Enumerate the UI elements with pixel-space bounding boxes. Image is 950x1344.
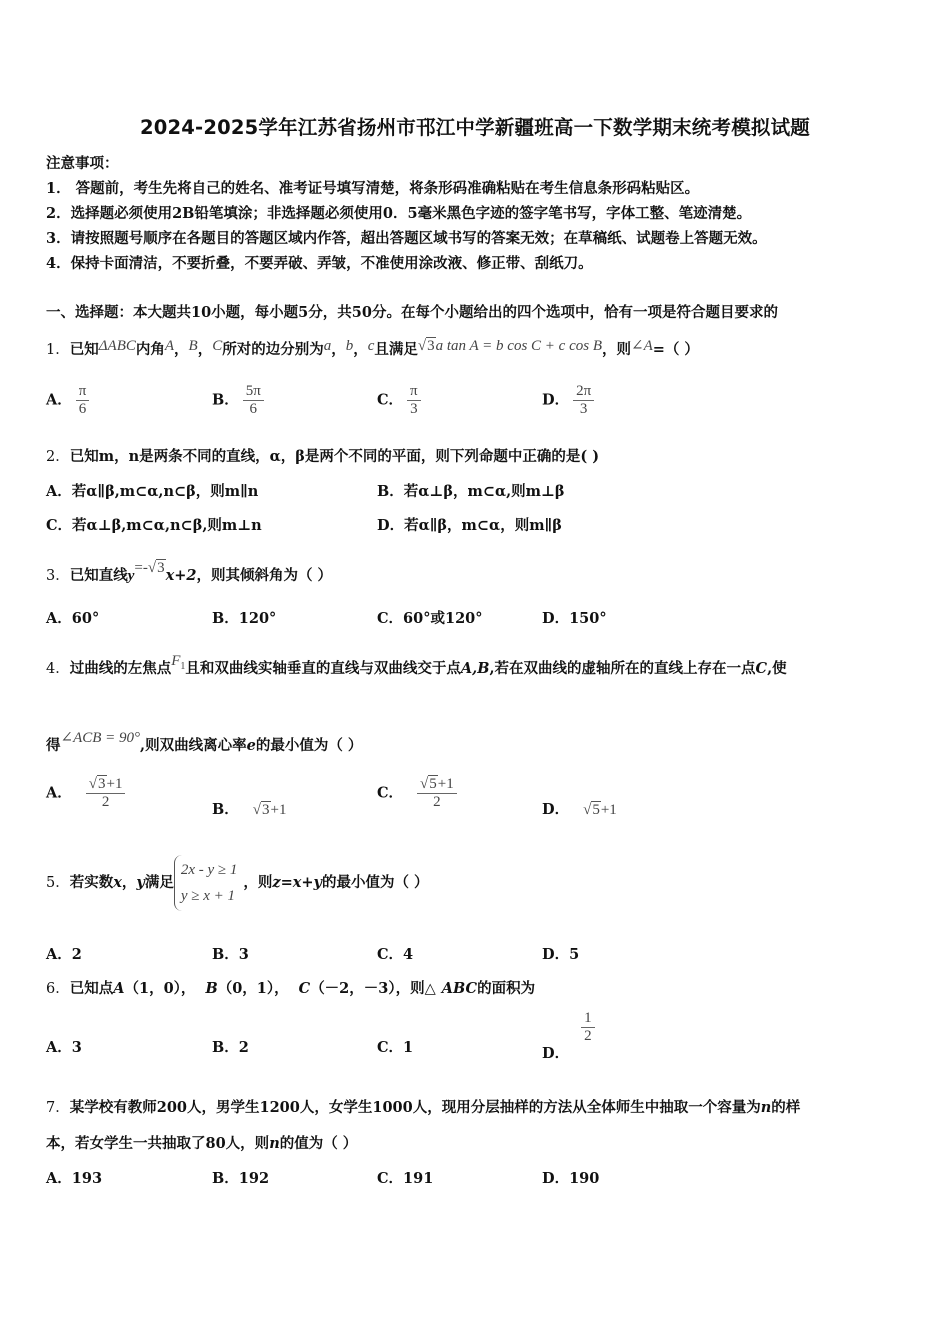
q1-text: 内角	[135, 341, 165, 358]
frac-den: 3	[573, 400, 594, 418]
q1-text: 已知	[69, 341, 99, 358]
q6-option-a[interactable]	[46, 1036, 82, 1057]
math-var: n	[760, 1099, 772, 1116]
option-label: A．	[46, 1039, 72, 1056]
q6-text: 的面积为	[477, 980, 536, 997]
separator: ，	[121, 874, 137, 891]
option-text: 150°	[569, 610, 607, 627]
frac-num-tail: +1	[106, 776, 123, 792]
math-subscript: 1	[180, 661, 186, 672]
q1-text: =（ ）	[652, 341, 699, 358]
q3-option-a[interactable]	[46, 607, 99, 628]
frac-num: 1	[584, 1010, 592, 1026]
question-7	[46, 1096, 800, 1117]
option-label: D．	[542, 1170, 570, 1187]
question-3: 3．已知直线y=-√3x+2，则其倾斜角为（ ）	[46, 560, 333, 584]
option-label: A．	[46, 391, 72, 409]
math-var: B	[205, 980, 218, 997]
question-5	[46, 855, 429, 911]
notice-item: 3．请按照题号顺序在各题目的答题区域内作答，超出答题区域书写的答案无效；在草稿纸、试题卷上答题无效。	[46, 230, 767, 247]
option-label: C．	[377, 784, 404, 802]
option-label: B．	[212, 391, 239, 409]
q6-coord: （1，0），	[124, 980, 196, 997]
q7-text: 某学校有教师200人，男学生1200人，女学生1000人，现用分层抽样的方法从全体师生中抽取一个容量为	[69, 1099, 761, 1116]
option-text: 191	[403, 1170, 434, 1187]
question-1: 1．已知ΔABC内角A，B，C所对的边分别为a，b，c且满足√3a tan A = b cos C + c cos B，则∠A=（ ）	[46, 338, 699, 358]
math-radicand: 3	[262, 802, 270, 818]
option-text: 60°或120°	[403, 610, 483, 627]
option-label: C．	[377, 610, 404, 627]
q7-option-c[interactable]	[377, 1167, 433, 1188]
q4-text: 过曲线的左焦点	[69, 660, 172, 677]
q2-text: 已知m，n是两条不同的直线，α，β是两个不同的平面，则下列命题中正确的是( )	[69, 448, 600, 465]
inequality-system	[174, 855, 244, 911]
question-number: 7．	[46, 1100, 70, 1116]
q2-option-c[interactable]	[46, 514, 262, 535]
math-var: y	[127, 568, 135, 584]
option-label: B．	[212, 801, 239, 818]
separator: ，	[353, 341, 368, 358]
q6-coord: （－2，－3），则△	[310, 980, 436, 997]
option-label: D．	[542, 610, 570, 627]
math-var: n	[269, 1135, 280, 1152]
math-expr: x+y	[292, 874, 322, 891]
math-radicand: 3	[98, 776, 106, 792]
option-label: A．	[46, 946, 72, 963]
q3-text: ，则其倾斜角为（ ）	[196, 567, 333, 584]
math-equation: a tan A = b cos C + c cos B	[435, 338, 602, 354]
separator: ，	[331, 341, 346, 358]
inequality: y ≥ x + 1	[180, 888, 235, 904]
option-text: 若α∥β，m⊂α，则m∥β	[404, 517, 562, 534]
q4-option-d[interactable]: D． √5+1	[542, 801, 617, 818]
math-radicand: 5	[429, 776, 437, 792]
math-triangle: ΔABC	[98, 338, 136, 354]
option-label: D．	[542, 391, 570, 409]
option-text: 190	[569, 1170, 600, 1187]
option-label: D．	[542, 946, 570, 963]
q1-option-b[interactable]	[212, 383, 268, 418]
q4-option-b[interactable]: B． √3+1	[212, 801, 287, 818]
frac-num: 2π	[576, 383, 592, 399]
q7-option-a[interactable]	[46, 1167, 102, 1188]
q3-text: 已知直线	[69, 567, 128, 584]
option-text: 3	[71, 1039, 82, 1056]
notice-heading: 注意事项：	[46, 155, 119, 172]
q7-text: 本，若女学生一共抽取了80人，则	[46, 1135, 270, 1152]
frac-den: 2	[581, 1027, 595, 1045]
math-var: B	[188, 338, 198, 354]
option-text: 120°	[238, 610, 277, 627]
math-var: C	[212, 338, 223, 354]
option-label: B．	[377, 483, 404, 500]
q1-text: 且满足	[374, 341, 418, 358]
math-radicand: 3	[157, 560, 165, 576]
math-angle: ∠ACB = 90°	[60, 730, 141, 746]
q6-option-b[interactable]	[212, 1036, 249, 1057]
math-operator: =	[280, 874, 293, 891]
question-number: 2．	[46, 449, 70, 465]
option-label: A．	[46, 784, 72, 802]
question-number: 4．	[46, 661, 70, 677]
frac-den: 6	[76, 400, 90, 418]
option-label: C．	[377, 1170, 404, 1187]
math-angle: ∠A	[631, 338, 653, 354]
math-var: ABC	[441, 980, 478, 997]
math-tail: +1	[600, 802, 617, 818]
option-text: 60°	[71, 610, 100, 627]
q5-text: 的最小值为（ ）	[322, 874, 429, 891]
notice-item: 1． 答题前，考生先将自己的姓名、准考证号填写清楚，将条形码准确粘贴在考生信息条形码粘贴区。	[46, 180, 700, 197]
q4-text: ,使	[767, 660, 787, 677]
math-var: a	[323, 338, 332, 354]
frac-num: 5π	[245, 383, 261, 399]
question-number: 1．	[46, 342, 70, 358]
math-var: A,B	[460, 660, 490, 677]
option-label: D．	[377, 517, 405, 534]
option-text: 4	[403, 946, 414, 963]
math-var: b	[345, 338, 354, 354]
q6-option-d[interactable]	[542, 1010, 599, 1062]
page-title: 2024-2025学年江苏省扬州市邗江中学新疆班高一下数学期末统考模拟试题	[139, 116, 811, 139]
separator: ，	[174, 341, 189, 358]
math-operator: =-	[134, 560, 148, 576]
question-4-line2	[46, 728, 362, 755]
q1-option-a[interactable]	[46, 383, 93, 418]
notice-item: 4．保持卡面清洁，不要折叠，不要弄破、弄皱，不准使用涂改液、修正带、刮纸刀。	[46, 255, 593, 272]
option-text: 2	[71, 946, 82, 963]
frac-num: π	[410, 383, 418, 399]
frac-den: 2	[86, 793, 126, 811]
q5-option-a[interactable]	[46, 943, 82, 964]
q3-option-c[interactable]	[377, 607, 483, 628]
separator: ，	[197, 341, 213, 358]
option-text: 193	[71, 1170, 103, 1187]
q5-option-c[interactable]	[377, 943, 413, 964]
inequality: 2x - y ≥ 1	[180, 862, 238, 878]
q5-option-d[interactable]	[542, 943, 579, 964]
q5-text: 满足	[144, 874, 174, 891]
q1-option-c[interactable]	[377, 383, 425, 418]
notice-item: 2．选择题必须使用2B铅笔填涂；非选择题必须使用0．5毫米黑色字迹的签字笔书写，字体工整、笔迹清楚。	[46, 205, 752, 222]
option-text: 若α⊥β,m⊂α,n⊂β,则m⊥n	[72, 517, 262, 534]
question-number: 6．	[46, 981, 70, 997]
option-label: C．	[46, 517, 73, 534]
frac-den: 3	[407, 400, 421, 418]
q5-option-b[interactable]	[212, 943, 249, 964]
option-text: 192	[238, 1170, 270, 1187]
option-label: A．	[46, 1170, 72, 1187]
q5-text: 若实数	[69, 874, 114, 891]
math-var: z	[272, 874, 281, 891]
option-label: C．	[377, 946, 404, 963]
q4-option-a[interactable]: A． $\frac{√3+1}{2}$	[46, 776, 129, 811]
q4-text: 且和双曲线实轴垂直的直线与双曲线交于点	[185, 660, 461, 677]
frac-num-tail: +1	[437, 776, 454, 792]
option-text: 3	[238, 946, 249, 963]
q7-text: 的样	[771, 1099, 801, 1116]
math-var: F	[171, 653, 181, 669]
q7-option-d[interactable]	[542, 1167, 599, 1188]
option-text: 若α∥β,m⊂α,n⊂β，则m∥n	[71, 483, 259, 500]
option-label: B．	[212, 946, 239, 963]
option-label: B．	[212, 1039, 239, 1056]
math-radicand: 3	[427, 338, 435, 354]
option-label: D．	[542, 1044, 570, 1062]
option-text: 若α⊥β，m⊂α,则m⊥β	[403, 483, 565, 500]
math-var: A	[113, 980, 125, 997]
question-number: 5．	[46, 875, 70, 891]
math-var: y	[136, 874, 145, 891]
math-var: C	[298, 980, 311, 997]
q4-option-c[interactable]: C． $\frac{√5+1}{2}$	[377, 776, 461, 811]
frac-num: π	[78, 383, 87, 399]
math-tail: +1	[270, 802, 287, 818]
question-number: 3．	[46, 568, 70, 584]
question-4	[46, 653, 787, 678]
option-label: A．	[46, 610, 72, 627]
q3-option-b[interactable]	[212, 607, 276, 628]
option-text: 5	[569, 946, 580, 963]
option-label: C．	[377, 391, 404, 409]
q1-text: ，则	[602, 341, 631, 358]
q4-text: ,则双曲线离心率	[140, 737, 247, 754]
option-label: B．	[212, 1170, 239, 1187]
option-label: A．	[46, 483, 72, 500]
q6-coord: （0，1），	[217, 980, 289, 997]
option-label: D．	[542, 801, 570, 818]
q1-option-d[interactable]	[542, 383, 598, 418]
frac-den: 2	[417, 793, 457, 811]
math-var: c	[367, 338, 375, 354]
question-2	[46, 445, 599, 466]
question-6	[46, 977, 535, 998]
q4-text: 得	[46, 737, 61, 754]
q6-option-c[interactable]	[377, 1036, 413, 1057]
math-var: A	[164, 338, 175, 354]
q4-text: 的最小值为（ ）	[255, 737, 363, 754]
math-var: e	[246, 737, 256, 754]
option-text: 1	[403, 1039, 414, 1056]
frac-den: 6	[243, 400, 264, 418]
q4-text: ,若在双曲线的虚轴所在的直线上存在一点	[489, 660, 756, 677]
q1-text: 所对的边分别为	[222, 341, 324, 358]
math-var: x	[113, 874, 122, 891]
q7-text: 的值为（ ）	[279, 1135, 358, 1152]
q2-option-b[interactable]	[377, 480, 565, 501]
question-7-line2	[46, 1132, 357, 1153]
option-text: 2	[238, 1039, 249, 1056]
q2-option-a[interactable]	[46, 480, 258, 501]
q6-text: 已知点	[69, 980, 114, 997]
section-header: 一、选择题：本大题共10小题，每小题5分，共50分。在每个小题给出的四个选项中，恰有一项是符合题目要求的	[46, 304, 778, 321]
math-var: C	[755, 660, 768, 677]
option-label: C．	[377, 1039, 404, 1056]
q7-option-b[interactable]	[212, 1167, 269, 1188]
math-radicand: 5	[592, 802, 600, 818]
option-label: B．	[212, 610, 239, 627]
q3-option-d[interactable]	[542, 607, 607, 628]
q3-expr: x+2	[165, 567, 197, 584]
q2-option-d[interactable]	[377, 514, 562, 535]
q5-text: ，则	[243, 874, 273, 891]
